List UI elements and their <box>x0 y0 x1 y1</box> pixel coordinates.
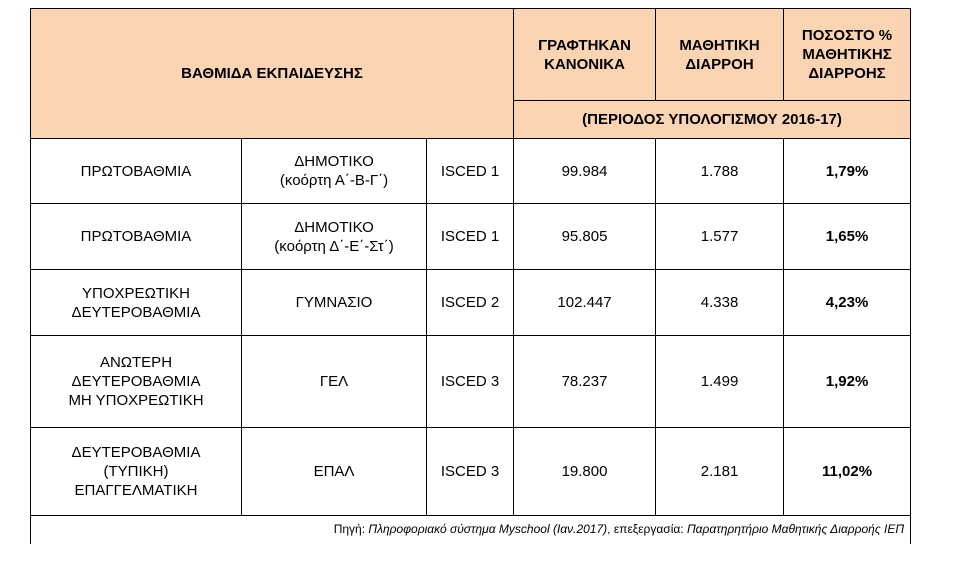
school-line: (κοόρτη Δ΄-Ε΄-Στ΄) <box>274 237 394 255</box>
level-line: ΠΡΩΤΟΒΑΘΜΙΑ <box>80 162 192 180</box>
cell-level <box>31 428 242 516</box>
table-row <box>31 336 911 428</box>
school-line: ΓΕΛ <box>319 373 349 390</box>
school-line: ΕΠΑΛ <box>313 463 355 480</box>
cell-school <box>242 204 427 270</box>
school-line: ΔΗΜΟΤΙΚΟ <box>294 218 374 236</box>
school-line: (κοόρτη Α΄-Β-Γ΄) <box>279 172 389 189</box>
header-period <box>514 101 911 139</box>
level-line: ΠΡΩΤΟΒΑΘΜΙΑ <box>80 228 192 245</box>
level-line: ΕΠΑΓΓΕΛΜΑΤΙΚΗ <box>74 482 198 499</box>
cell-level <box>31 139 242 204</box>
table-row <box>31 204 911 270</box>
level-line: ΔΕΥΤΕΡΟΒΑΘΜΙΑ <box>71 303 201 321</box>
header-period-text: (ΠΕΡΙΟΔΟΣ ΥΠΟΛΟΓΙΣΜΟΥ 2016-17) <box>582 111 842 128</box>
cell-rate: 11,02% <box>784 428 911 516</box>
cell-rate: 4,23% <box>784 270 911 336</box>
cell-dropout: 4.338 <box>656 270 784 336</box>
cell-school <box>242 428 427 516</box>
header-rate-line: ΠΟΣΟΣΤΟ % <box>801 27 893 44</box>
source-mid: , επεξεργασία: <box>607 522 684 537</box>
cell-enrolled: 78.237 <box>514 336 656 428</box>
cell-level <box>31 336 242 428</box>
cell-dropout: 1.499 <box>656 336 784 428</box>
level-line: ΥΠΟΧΡΕΩΤΙΚΗ <box>82 284 190 302</box>
cell-isced: ISCED 2 <box>427 270 514 336</box>
level-line: ΔΕΥΤΕΡΟΒΑΘΜΙΑ <box>71 444 201 461</box>
cell-rate: 1,65% <box>784 204 911 270</box>
school-line: ΔΗΜΟΤΙΚΟ <box>294 153 374 170</box>
level-line: (ΤΥΠΙΚΗ) <box>103 463 169 480</box>
cell-school <box>242 270 427 336</box>
cell-enrolled: 95.805 <box>514 204 656 270</box>
header-dropout-rate <box>784 9 911 101</box>
cell-isced: ISCED 3 <box>427 428 514 516</box>
header-enrolled-line: ΓΡΑΦΤΗΚΑΝ <box>538 36 631 54</box>
level-line: ΑΝΩΤΕΡΗ <box>99 354 173 371</box>
level-line: ΔΕΥΤΕΡΟΒΑΘΜΙΑ <box>71 373 201 390</box>
source-system: Πληροφοριακό σύστημα Myschool (Ιαν.2017) <box>368 522 608 537</box>
header-dropout-line: ΜΑΘΗΤΙΚΗ <box>679 36 760 54</box>
table-row <box>31 139 911 204</box>
header-dropout-line: ΔΙΑΡΡΟΗ <box>685 55 754 73</box>
cell-isced: ISCED 1 <box>427 204 514 270</box>
cell-school <box>242 139 427 204</box>
cell-dropout: 1.577 <box>656 204 784 270</box>
cell-rate: 1,79% <box>784 139 911 204</box>
cell-rate: 1,92% <box>784 336 911 428</box>
school-line: ΓΥΜΝΑΣΙΟ <box>295 294 373 311</box>
cell-isced: ISCED 3 <box>427 336 514 428</box>
cell-school <box>242 336 427 428</box>
cell-enrolled: 19.800 <box>514 428 656 516</box>
header-rate-line: ΔΙΑΡΡΟΗΣ <box>808 65 886 82</box>
cell-dropout: 1.788 <box>656 139 784 204</box>
table-row <box>31 428 911 516</box>
cell-enrolled: 102.447 <box>514 270 656 336</box>
header-education-level-text: ΒΑΘΜΙΔΑ ΕΚΠΑΙΔΕΥΣΗΣ <box>181 65 363 82</box>
cell-enrolled: 99.984 <box>514 139 656 204</box>
header-rate-line: ΜΑΘΗΤΙΚΗΣ <box>802 46 892 63</box>
source-processor: Παρατηρητήριο Μαθητικής Διαρροής ΙΕΠ <box>686 522 905 537</box>
source-note <box>31 516 911 544</box>
table-row <box>31 270 911 336</box>
cell-level <box>31 204 242 270</box>
dropout-table <box>30 8 911 544</box>
cell-dropout: 2.181 <box>656 428 784 516</box>
header-education-level <box>31 9 514 139</box>
cell-level <box>31 270 242 336</box>
level-line: ΜΗ ΥΠΟΧΡΕΩΤΙΚΗ <box>68 392 204 409</box>
header-dropout <box>656 9 784 101</box>
source-prefix: Πηγή: <box>333 522 366 537</box>
header-enrolled-line: ΚΑΝΟΝΙΚΑ <box>544 55 625 73</box>
cell-isced: ISCED 1 <box>427 139 514 204</box>
header-enrolled <box>514 9 656 101</box>
